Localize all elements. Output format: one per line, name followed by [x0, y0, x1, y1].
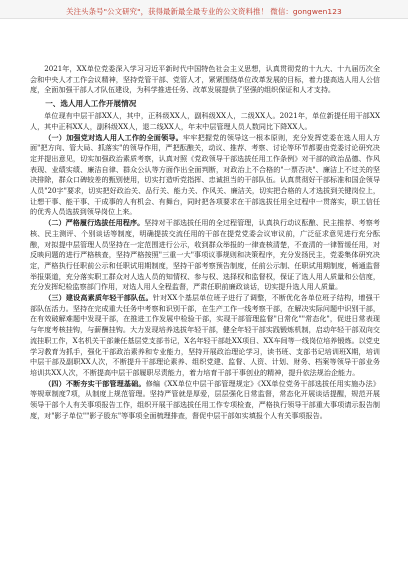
- procedure-paragraph: [30, 218, 380, 293]
- leadership-paragraph: [30, 133, 380, 219]
- young-cadre-paragraph: [30, 293, 380, 379]
- subheading-3: （三）建设高素质年轻干部队伍。: [44, 293, 153, 303]
- section-heading: 一、选人用人工作开展情况: [45, 99, 137, 109]
- document-body: [30, 64, 380, 422]
- subheading-2: （二）严格履行选拔任用程序。: [44, 218, 145, 228]
- promo-banner-text: 关注头条号"公文研究"，获得最新最全最专业的公文资料推！ 微信：gongwen123: [66, 7, 342, 16]
- young-cadre-text: 针对XX个基层单位班子进行了调整，不断优化各单位班子结构，增强干部队伍活力。坚持在完成重大任务中考察和识别干部，在生产工作一线考察干部，在解决实际问题中识别干部，在有效破解难题中发现干部，在推进工作发展中检验干部，实现干部管理监督"日常化""常态化"，促进日常表现与年度考核挂钩，与薪酬挂钩。大力发现培养选拔年轻干部，健全年轻干部实践锻炼机制，启动年轻干部双向交流挂职工作，X名机关干部兼任基层党支部书记，X名年轻干部赴XX项目、XX车间等一线岗位培养锻炼。以党史学习教育为抓手，强化干部政治素养和专业能力，坚持开展政治理论学习，读书班、支部书记培训班X期，培训中层干部及副职XX人次，不断提升干部理论素养、组织党建、监督、人资、计划、财务、档案等领导干部业务培训共XX人次，不断提高中层干部履职尽责能力，着力培育干部干事创业的精神，提升依法规治企能力。: [30, 293, 380, 377]
- management-paragraph: [30, 379, 380, 422]
- subheading-1: （一）加强党对选人用人工作的全面领导。: [44, 132, 183, 142]
- intro-paragraph: 2021年，XX单位党委深入学习习近平新时代中国特色社会主义思想，认真贯彻党的十九大、十九届历次全会和中央人才工作会议精神，坚持党管干部、党管人才，紧紧围绕单位改革发展的目标，着力提高选人用人公信度，全面加强干部人才队伍建设，为科学推进任务、改革发展提供了坚强的组织保证和人才支持。: [30, 64, 380, 95]
- staff-stats-paragraph: 单位现有中层干部XX人，其中，正科级XX人，副科级XX人，二级XX人。2021年，单位新提任用干部XX人，其中正科XX人，副科级XX人，退二线XX人，年末中层管理人员人数同比下降XX人。: [30, 111, 380, 131]
- promo-banner[interactable]: [0, 0, 408, 19]
- procedure-text: 坚持对干部选拔任用的全过程管理，认真执行动议酝酿、民主推荐、考察考核、民主测评、个别谈话等制度，明确提拔交流任用的干部在提党党委会议审议前，广泛征求意见进行充分酝酿，对拟提中层管理人员坚持在一定范围进行公示，收到群众举报的一律查核清楚，不查清的一律暂缓任用，对反映问题的进行严格核查，坚持严格按照"三重一大"事项议事规则和决策程序，充分发扬民主，党委集体研究决定，严格执行任职前公示和任职试用期制度，坚持干部考察预告制度，任前公示制、任职试用期制度，畅通监督举报渠道，充分落实职工群众对人选人员的知情权、参与权、选择权和监督权，保证了选人用人质量和公信度，充分发挥纪检监察部门作用，对选人用人全程监督，严肃任职前廉政谈话，切实提升选人用人质量。: [30, 218, 380, 292]
- leadership-text: 牢牢把握党的领导这一根本原则，充分发挥党委在选人用人方面"把方向、管大局、抓落实"的领导作用，严把酝酿关，动议、推荐、考察、讨论等环节都要由党委讨论研究决定并提出意见，切实加强政治素质考察，认真对照《党政领导干部选拔任用工作条例》对干部的政治品德、作风表现、业绩实绩、廉洁自律、群众公认等方面作出全面判断，对政治上不合格的"一票否决"、廉洁上不过关的坚决排除，群众口碑较差的甄别使用，切实打造听党指挥、忠诚担当的干部队伍。认真贯彻好干部标准和国企领导人员"20字"要求，切实把好政治关、品行关、能力关、作风关、廉洁关，切实把合格的人才选拔到关键岗位上，让想干事、能干事、干成事的人有机会、有舞台，同时把各项要求在干部选拔任用全过程中一贯落实，职工信任的优秀人员选拔到领导岗位上来。: [30, 132, 381, 217]
- management-text: 修编《XX单位中层干部管理规定》《XX单位党务干部选拔任用实施办法》等规章制度7项，从制度上规范管理。坚持严管就是厚爱，层层强化日常监督，常态化开展谈话提醒，规范开展领导干部个人有关事项报告工作，组织开展干部选拔任用工作专项检查，严格执行领导干部重大事项请示报告制度，对"影子单位""影子股东"等事项全面梳理排查，督促中层干部如实填报个人有关事项报告。: [30, 378, 380, 420]
- subheading-4: （四）不断夯实干部管理基础。: [44, 378, 146, 388]
